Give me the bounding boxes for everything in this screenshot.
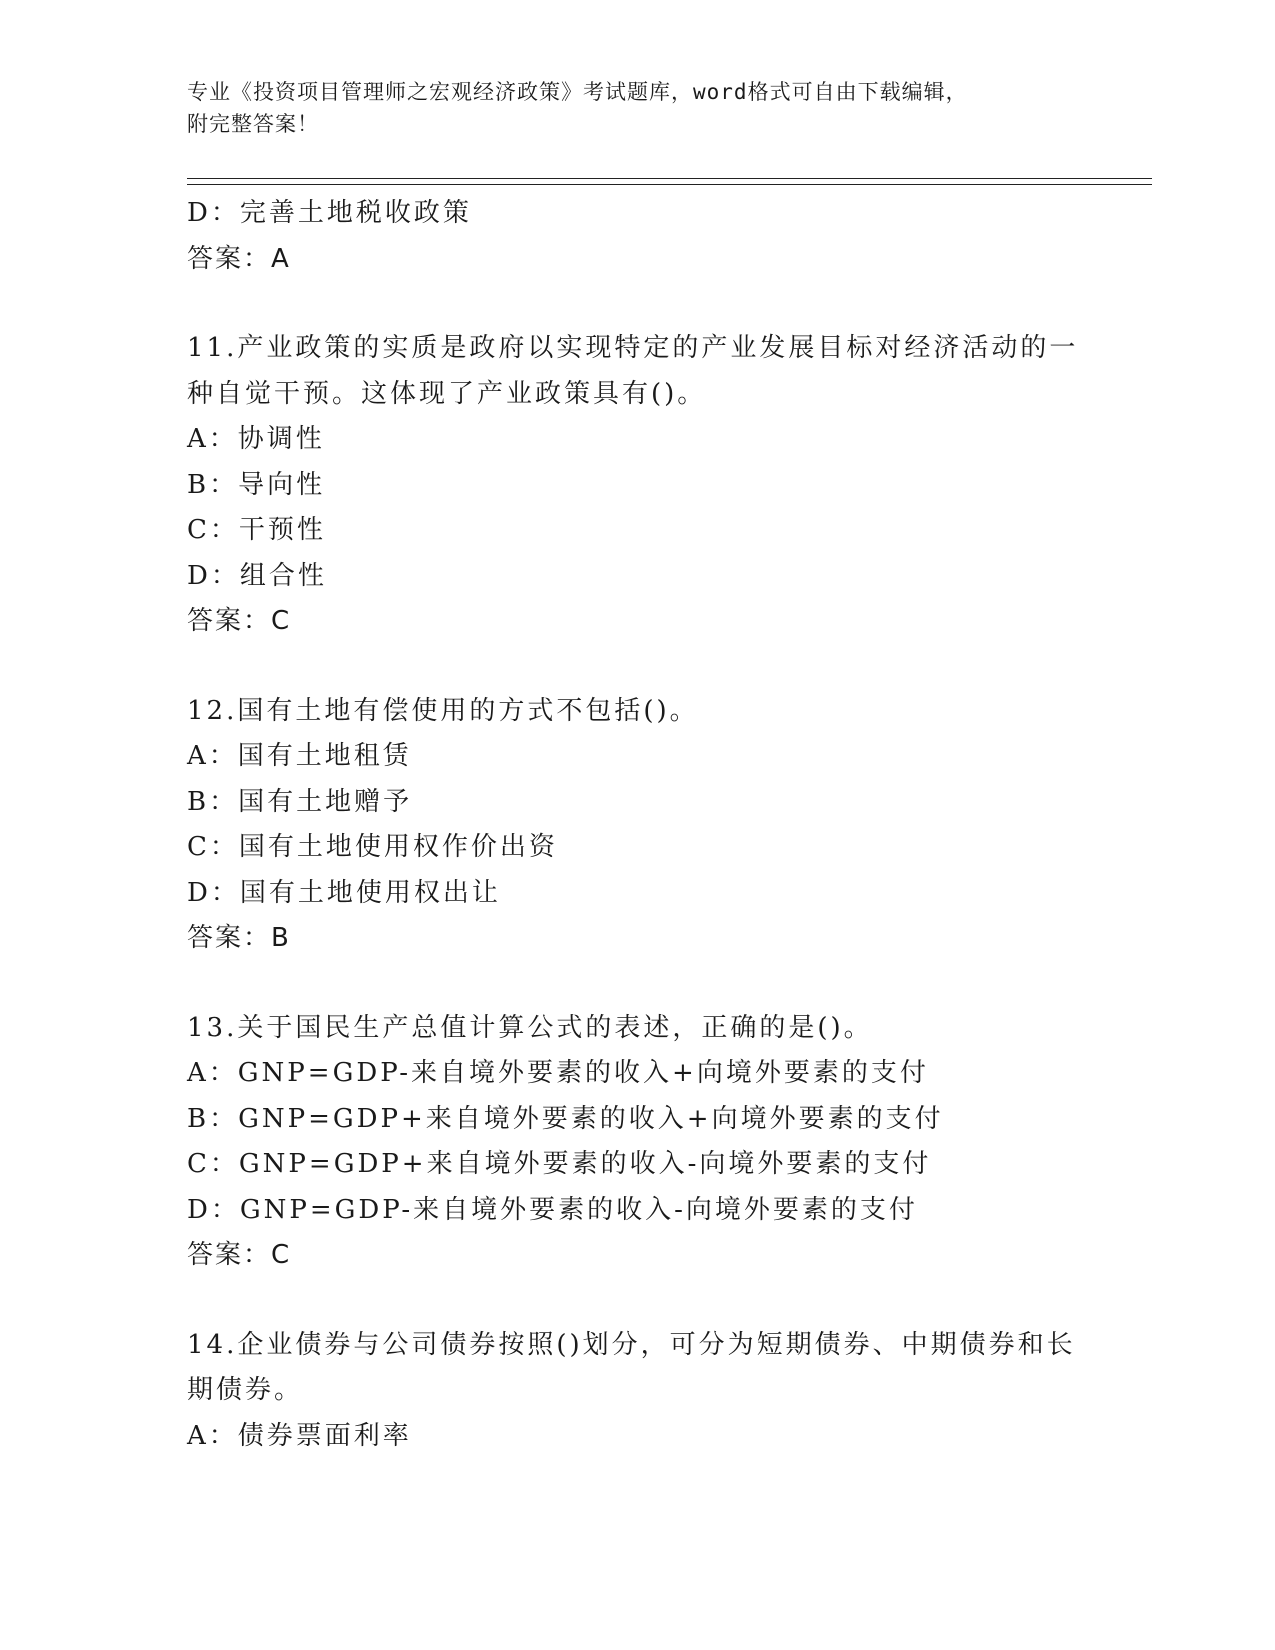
answer-line: 答案：B [187,923,291,953]
option-a: A：协调性 [187,424,325,454]
answer-line: 答案：C [187,606,292,636]
question-stem: 14.企业债券与公司债券按照()划分，可分为短期债券、中期债券和长 [187,1329,1076,1360]
question-stem: 13.关于国民生产总值计算公式的表述，正确的是()。 [187,1012,873,1043]
option-b: B：GNP=GDP+来自境外要素的收入+向境外要素的支付 [187,1103,944,1134]
carryover-question [187,191,1087,282]
option-c: C：GNP=GDP+来自境外要素的收入-向境外要素的支付 [187,1149,932,1179]
question-stem-continued: 种自觉干预。这体现了产业政策具有()。 [187,378,707,409]
option-c: C：国有土地使用权作价出资 [187,832,558,862]
option-d: D：GNP=GDP-来自境外要素的收入-向境外要素的支付 [187,1194,918,1225]
question-11 [187,326,1087,645]
option-a: A：债券票面利率 [187,1420,412,1451]
header-divider-top [187,178,1152,179]
question-13 [187,1006,1087,1279]
option-d: D：完善土地税收政策 [187,198,472,228]
option-d: D：组合性 [187,560,327,591]
question-12 [187,689,1087,962]
document-header [187,76,1087,140]
option-d: D：国有土地使用权出让 [187,877,501,908]
question-stem-continued: 期债券。 [187,1375,304,1405]
answer-line: 答案：A [187,243,291,274]
answer-line: 答案：C [187,1240,292,1270]
question-14 [187,1323,1087,1460]
question-stem: 12.国有土地有偿使用的方式不包括()。 [187,695,699,726]
option-b: B：导向性 [187,469,326,500]
header-line-2: 附完整答案！ [187,112,319,136]
header-divider-bottom [187,184,1152,185]
option-c: C：干预性 [187,515,326,545]
header-line-1: 专业《投资项目管理师之宏观经济政策》考试题库，word格式可自由下载编辑， [187,80,968,104]
question-stem: 11.产业政策的实质是政府以实现特定的产业发展目标对经济活动的一 [187,333,1079,363]
option-b: B：国有土地赠予 [187,786,413,817]
question-list [187,191,1087,1459]
option-a: A：GNP=GDP-来自境外要素的收入+向境外要素的支付 [187,1058,929,1088]
option-a: A：国有土地租赁 [187,741,412,771]
